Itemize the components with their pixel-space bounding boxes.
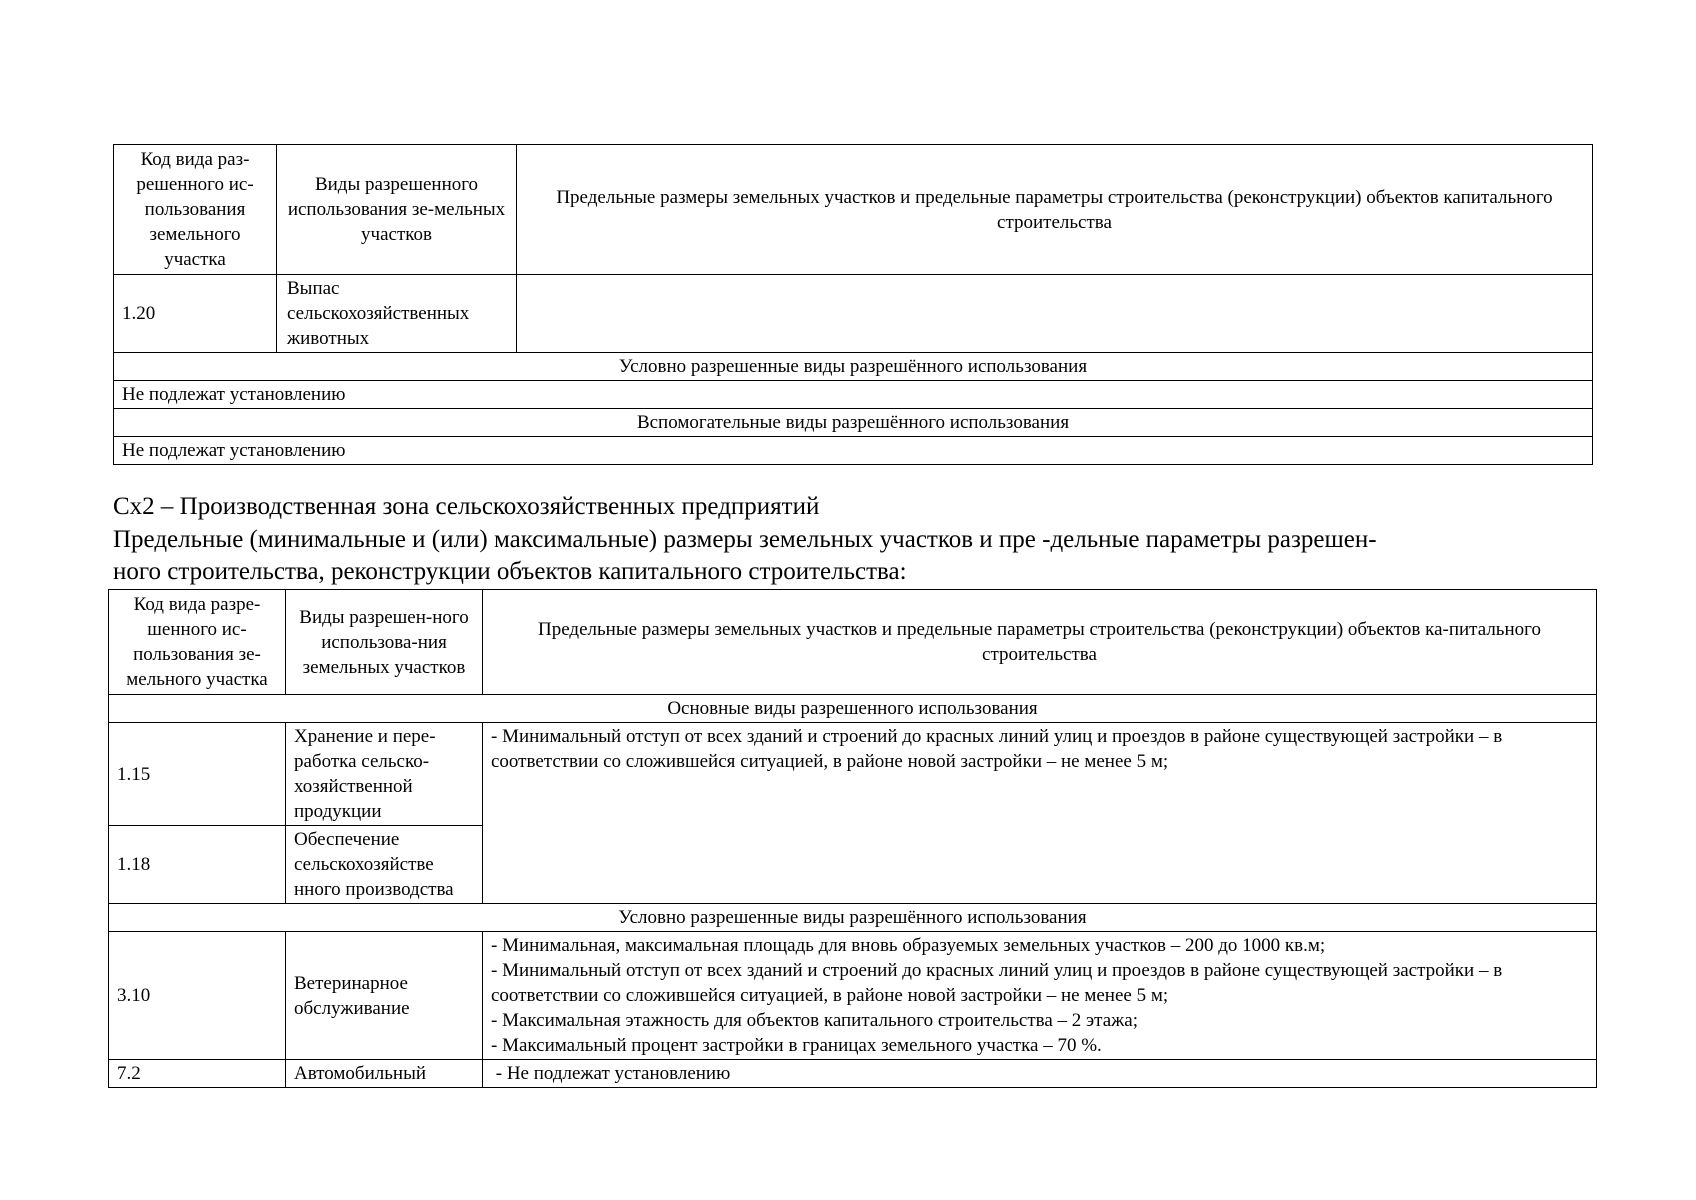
limit-line: - Минимальный отступ от всех зданий и строений до красных линий улиц и проездов в районе существующей застройки – в соответствии со сложившейся ситуацией, в районе новой застройки – не менее 5 м; (491, 960, 1503, 1006)
table-row (114, 381, 1593, 409)
header-kind: Виды разрешенного использования зе-мельных участков (277, 145, 517, 275)
header-code: Код вида раз-решенного ис-пользования земельного участка (114, 145, 277, 275)
row-kind: Обеспечение сельскохозяйстве нного производства (286, 826, 483, 904)
section-main: Основные виды разрешенного использования (109, 695, 1597, 723)
row-code: 3.10 (109, 932, 286, 1060)
conditional-value: Не подлежат установлению (114, 381, 1593, 409)
header-kind: Виды разрешен-ного использова-ния земельных участков (286, 590, 483, 695)
land-use-table-1 (113, 144, 1593, 465)
auxiliary-value: Не подлежат установлению (114, 437, 1593, 465)
row-code: 1.15 (109, 723, 286, 826)
row-limits (517, 275, 1593, 353)
table-row (109, 723, 1597, 826)
row-code: 7.2 (109, 1060, 286, 1088)
land-use-table-2 (108, 589, 1597, 1088)
table-row (114, 275, 1593, 353)
limit-line: - Минимальная, максимальная площадь для вновь образуемых земельных участков – 200 до 1000 кв.м; (491, 935, 1326, 956)
table-row (109, 1060, 1597, 1088)
header-limits: Предельные размеры земельных участков и предельные параметры строительства (реконструкции) объектов ка-питального строительства (483, 590, 1597, 695)
table-row (114, 437, 1593, 465)
table-header-row (114, 145, 1593, 275)
row-code: 1.20 (114, 275, 277, 353)
limit-line: - Не подлежат установлению (491, 1063, 731, 1084)
row-kind: Хранение и пере-работка сельско-хозяйственной продукции (286, 723, 483, 826)
header-limits: Предельные размеры земельных участков и предельные параметры строительства (реконструкции) объектов капитального строительства (517, 145, 1593, 275)
row-limits (483, 932, 1597, 1060)
section-row (114, 353, 1593, 381)
row-kind: Автомобильный (286, 1060, 483, 1088)
zone-title: Сх2 – Производственная зона сельскохозяйственных предприятий (113, 493, 820, 520)
row-kind: Выпас сельскохозяйственных животных (277, 275, 517, 353)
zone-description-line-1: Предельные (минимальные и (или) максимальные) размеры земельных участков и пре -дельные параметры разрешен- (113, 526, 1377, 553)
section-row (114, 409, 1593, 437)
limit-line: - Максимальная этажность для объектов капитального строительства – 2 этажа; (491, 1010, 1138, 1031)
row-kind: Ветеринарное обслуживание (286, 932, 483, 1060)
row-code: 1.18 (109, 826, 286, 904)
table-header-row (109, 590, 1597, 695)
section-row (109, 695, 1597, 723)
section-conditional: Условно разрешенные виды разрешённого использования (109, 904, 1597, 932)
section-row (109, 904, 1597, 932)
main-limits: - Минимальный отступ от всех зданий и строений до красных линий улиц и проездов в районе существующей застройки – в соответствии со сложившейся ситуацией, в районе новой застройки – не менее 5 м; (483, 723, 1597, 904)
header-code: Код вида разре-шенного ис-пользования зе-мельного участка (109, 590, 286, 695)
table-row (109, 932, 1597, 1060)
row-limits (483, 1060, 1597, 1088)
section-auxiliary: Вспомогательные виды разрешённого использования (114, 409, 1593, 437)
section-conditional: Условно разрешенные виды разрешённого использования (114, 353, 1593, 381)
limit-line: - Максимальный процент застройки в границах земельного участка – 70 %. (491, 1035, 1102, 1056)
zone-description-line-2: ного строительства, реконструкции объектов капитального строительства: (113, 558, 907, 585)
